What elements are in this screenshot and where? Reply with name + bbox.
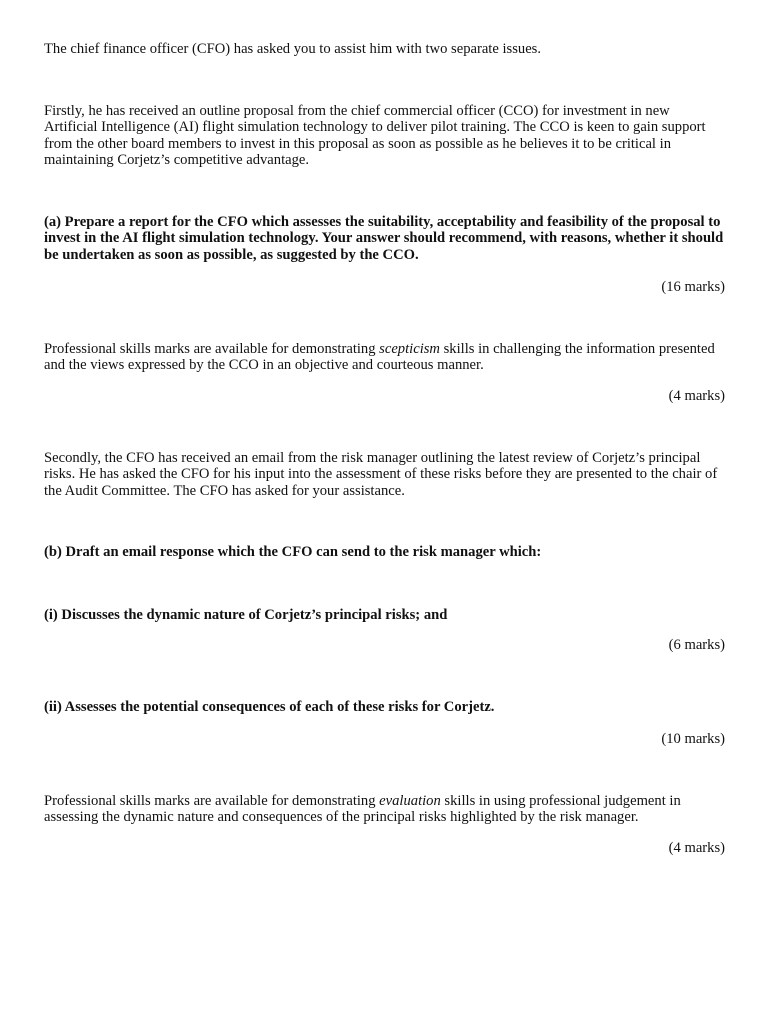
- question-b-part-i: (i) Discusses the dynamic nature of Corjetz’s principal risks; and: [44, 607, 448, 623]
- skills-b-marks: (4 marks): [668, 840, 725, 856]
- skills-paragraph-a: [44, 341, 726, 374]
- skills-b-skill: evaluation: [379, 793, 441, 809]
- question-a: (a) Prepare a report for the CFO which assesses the suitability, acceptability and feasibility of the proposal to invest in the AI flight simulation technology. Your answer should recommend, with reasons, whether it should be undertaken as soon as possible, as suggested by the CCO.: [44, 214, 724, 263]
- context-paragraph-2: Secondly, the CFO has received an email from the risk manager outlining the latest review of Corjetz’s principal risks. He has asked the CFO for his input into the assessment of these risks before they are presented to the chair of the Audit Committee. The CFO has asked for your assistance.: [44, 450, 718, 499]
- context-paragraph-1: Firstly, he has received an outline proposal from the chief commercial officer (CCO) for investment in new Artificial Intelligence (AI) flight simulation technology to deliver pilot training. The CCO is keen to gain support from the other board members to invest in this proposal as soon as possible as he believes it to be critical in maintaining Corjetz’s competitive advantage.: [44, 103, 706, 168]
- intro-paragraph: The chief finance officer (CFO) has asked you to assist him with two separate issues.: [44, 41, 542, 57]
- question-b-part-ii: (ii) Assesses the potential consequences of each of these risks for Corjetz.: [44, 699, 495, 715]
- skills-b-after: skills in using professional judgement in assessing the dynamic nature and consequences of the principal risks highlighted by the risk manager.: [44, 793, 681, 826]
- skills-a-before: Professional skills marks are available for demonstrating: [44, 341, 380, 357]
- skills-paragraph-b: [44, 793, 726, 826]
- skills-a-after: skills in challenging the information presented and the views expressed by the CCO in an objective and courteous manner.: [44, 341, 715, 374]
- skills-b-before: Professional skills marks are available for demonstrating: [44, 793, 380, 809]
- question-b-part-i-marks: (6 marks): [668, 637, 725, 653]
- question-b: (b) Draft an email response which the CFO can send to the risk manager which:: [44, 544, 542, 560]
- skills-a-skill: scepticism: [379, 341, 440, 357]
- question-b-part-ii-marks: (10 marks): [661, 731, 725, 747]
- question-a-marks: (16 marks): [661, 279, 725, 295]
- skills-a-marks: (4 marks): [668, 388, 725, 404]
